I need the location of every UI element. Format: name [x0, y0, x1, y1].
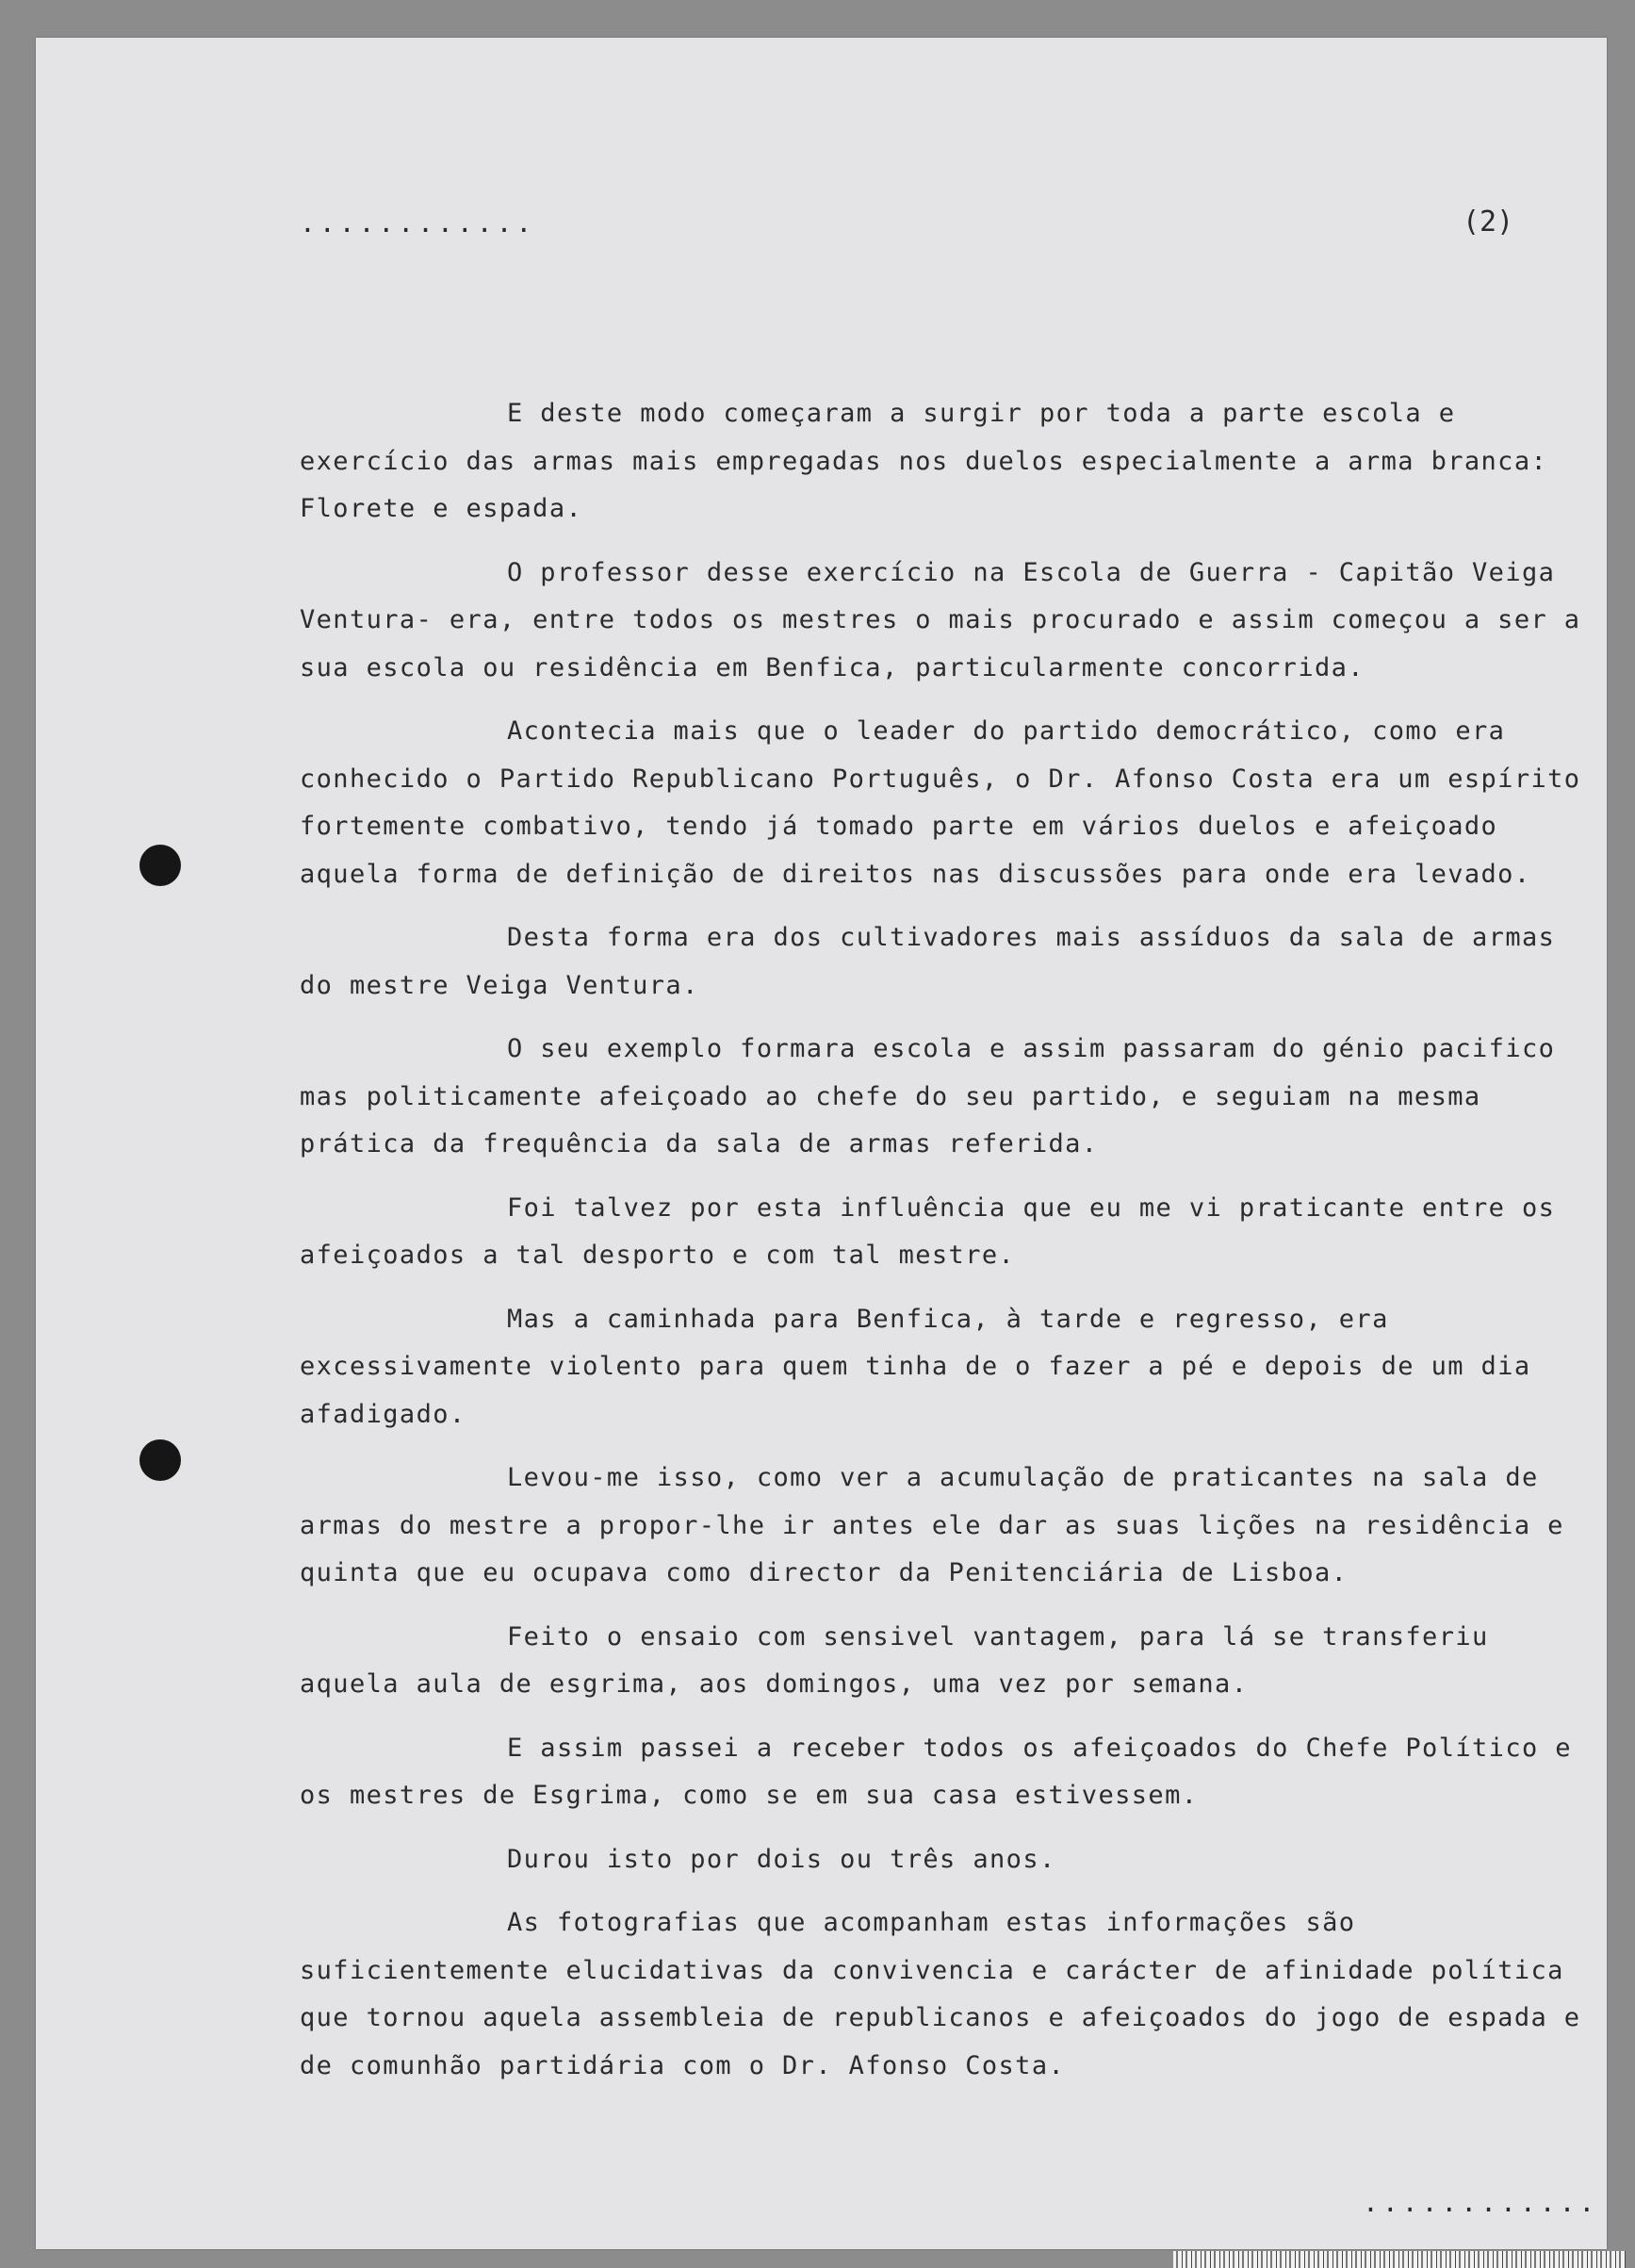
body-text [300, 390, 1595, 2106]
paragraph: O seu exemplo formara escola e assim passaram do génio pacifico mas politicamente afeiçoado ao chefe do seu partido, e seguiam na mesma prática da frequência da sala de armas referida. [300, 1034, 1556, 1159]
paragraph: O professor desse exercício na Escola de Guerra - Capitão Veiga Ventura- era, entre todos os mestres o mais procurado e assim começou a ser a sua escola ou residência em Benfica, particularmente concorrida. [300, 557, 1581, 682]
paragraph: Feito o ensaio com sensivel vantagem, para lá se transferiu aquela aula de esgrima, aos domingos, uma vez por semana. [300, 1621, 1489, 1699]
paragraph: Acontecia mais que o leader do partido democrático, como era conhecido o Partido Republicano Português, o Dr. Afonso Costa era um espírito fortemente combativo, tendo já tomado parte em vários duelos e afeiçoado aquela forma de definição de direitos nas discussões para onde era levado. [300, 716, 1581, 889]
paragraph: Foi talvez por esta influência que eu me vi praticante entre os afeiçoados a tal desporto e com tal mestre. [300, 1192, 1556, 1270]
paragraph: Desta forma era dos cultivadores mais assíduos da sala de armas do mestre Veiga Ventura. [300, 923, 1556, 1000]
punch-hole-lower [139, 1439, 181, 1481]
document-page [36, 38, 1607, 2249]
scan-calibration-strip [1173, 2251, 1626, 2268]
paragraph: Levou-me isso, como ver a acumulação de praticantes na sala de armas do mestre a propor-lhe ir antes ele dar as suas lições na residência e quinta que eu ocupava como director da Penitenciária de Lisboa. [300, 1463, 1564, 1587]
continuation-dots: ............ [1363, 2187, 1599, 2218]
punch-hole-upper [139, 845, 181, 886]
paragraph: Mas a caminhada para Benfica, à tarde e regresso, era excessivamente violento para quem tinha de o fazer a pé e depois de um dia afadigado. [300, 1304, 1531, 1429]
paragraph: E deste modo começaram a surgir por toda a parte escola e exercício das armas mais empregadas nos duelos especialmente a arma branca: Florete e espada. [300, 399, 1548, 523]
paragraph: Durou isto por dois ou três anos. [507, 1844, 1056, 1874]
page-number: (2) [1463, 205, 1514, 238]
paragraph: As fotografias que acompanham estas informações são suficientemente elucidativas da convivencia e carácter de afinidade política que tornou aquela assembleia de republicanos e afeiçoados do jogo de espada e de comunhão partidária com o Dr. Afonso Costa. [300, 1908, 1581, 2080]
paragraph: E assim passei a receber todos os afeiçoados do Chefe Político e os mestres de Esgrima, como se em sua casa estivessem. [300, 1733, 1572, 1810]
header-leader-dots: ............ [300, 207, 536, 238]
